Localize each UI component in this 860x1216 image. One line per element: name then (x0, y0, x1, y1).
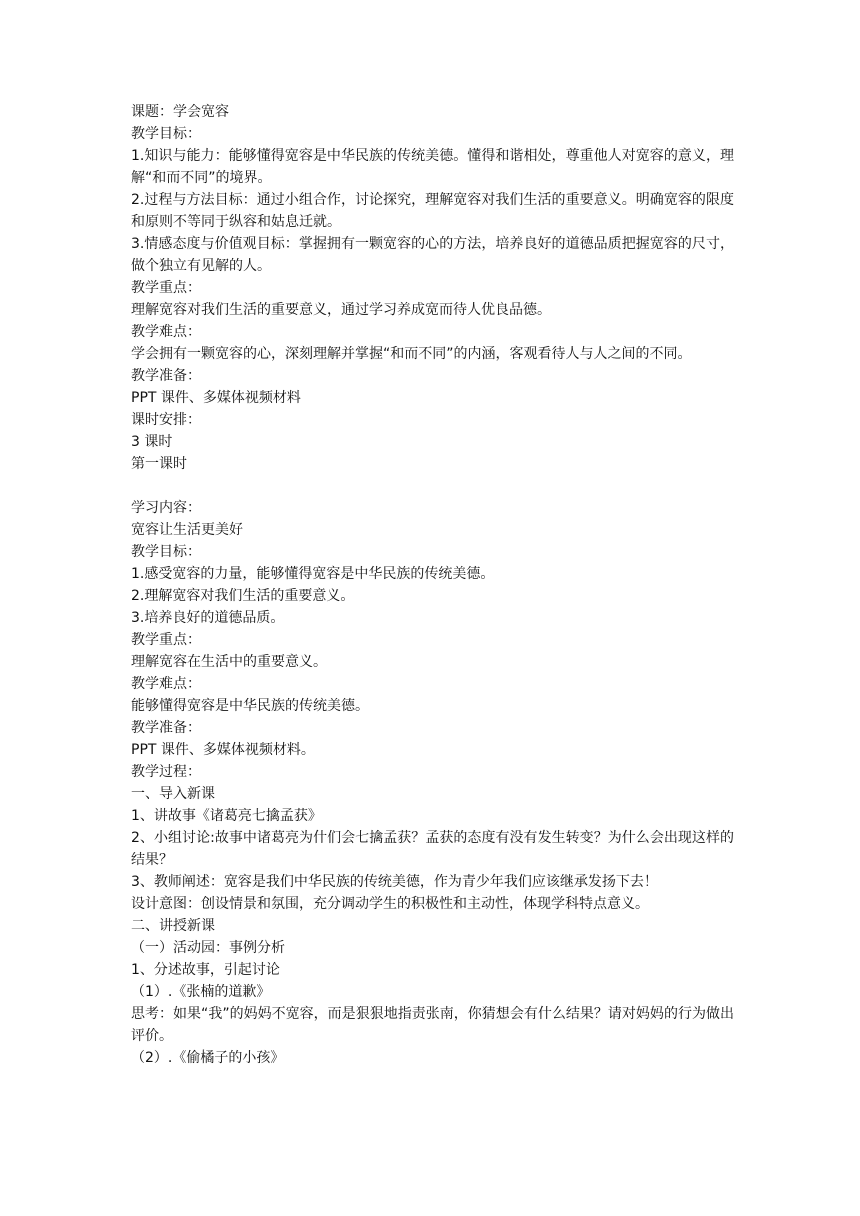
lesson-title: 课题：学会宽容 (131, 104, 229, 120)
process-step-1: 1、讲故事《诸葛亮七擒孟获》 (131, 808, 322, 824)
activity-step-1: 1、分述故事，引起讨论 (131, 962, 280, 978)
design-intent: 设计意图：创设情景和氛围，充分调动学生的积极性和主动性，体现学科特点意义。 (131, 896, 649, 912)
process-part-one: 一、导入新课 (131, 786, 215, 802)
lesson-one-heading: 第一课时 (131, 456, 187, 472)
story-1-title: （1）.《张楠的道歉》 (131, 984, 271, 1000)
activity-heading: （一）活动园：事例分析 (131, 940, 285, 956)
learning-content-text: 宽容让生活更美好 (131, 522, 243, 538)
section-heading-key-points-2: 教学重点： (131, 632, 201, 648)
section-heading-difficulties-2: 教学难点： (131, 676, 201, 692)
section-heading-key-points: 教学重点： (131, 280, 201, 296)
blank-line (131, 475, 734, 497)
goal-emotion-values: 3.情感态度与价值观目标：掌握拥有一颗宽容的心的方法，培养良好的道德品质把握宽容的尺寸，做个独立有见解的人。 (131, 236, 734, 274)
process-step-2: 2、小组讨论:故事中诸葛亮为什们会七擒孟获？孟获的态度有没有发生转变？为什么会出现这样的结果？ (131, 830, 734, 868)
section-heading-schedule: 课时安排： (131, 412, 201, 428)
process-step-3: 3、教师阐述：宽容是我们中华民族的传统美德，作为青少年我们应该继承发扬下去！ (131, 874, 658, 890)
section-heading-preparation: 教学准备： (131, 368, 201, 384)
key-points-text: 理解宽容对我们生活的重要意义，通过学习养成宽而待人优良品德。 (131, 302, 551, 318)
key-points-text-2: 理解宽容在生活中的重要意义。 (131, 654, 327, 670)
goal-item-2: 2.理解宽容对我们生活的重要意义。 (131, 588, 355, 604)
goal-process-method: 2.过程与方法目标：通过小组合作，讨论探究，理解宽容对我们生活的重要意义。明确宽容的限度和原则不等同于纵容和姑息迁就。 (131, 192, 734, 230)
section-heading-process: 教学过程： (131, 764, 201, 780)
schedule-text: 3 课时 (131, 434, 173, 450)
difficulties-text-2: 能够懂得宽容是中华民族的传统美德。 (131, 698, 369, 714)
preparation-text-2: PPT 课件、多媒体视频材料。 (131, 742, 315, 758)
story-2-title: （2）.《偷橘子的小孩》 (131, 1050, 285, 1066)
goal-knowledge-ability: 1.知识与能力：能够懂得宽容是中华民族的传统美德。懂得和谐相处，尊重他人对宽容的意义，理解“和而不同”的境界。 (131, 148, 734, 186)
goal-item-3: 3.培养良好的道德品质。 (131, 610, 285, 626)
story-1-question: 思考：如果“我”的妈妈不宽容，而是狠狠地指责张南，你猜想会有什么结果？请对妈妈的行为做出评价。 (131, 1006, 734, 1044)
goal-item-1: 1.感受宽容的力量，能够懂得宽容是中华民族的传统美德。 (131, 566, 495, 582)
preparation-text: PPT 课件、多媒体视频材料 (131, 390, 301, 406)
section-heading-teaching-goals: 教学目标： (131, 126, 201, 142)
section-heading-difficulties: 教学难点： (131, 324, 201, 340)
section-heading-teaching-goals-2: 教学目标： (131, 544, 201, 560)
section-heading-learning-content: 学习内容： (131, 500, 201, 516)
difficulties-text: 学会拥有一颗宽容的心，深刻理解并掌握“和而不同”的内涵，客观看待人与人之间的不同。 (131, 346, 692, 362)
section-heading-preparation-2: 教学准备： (131, 720, 201, 736)
process-part-two: 二、讲授新课 (131, 918, 215, 934)
document-page (131, 101, 734, 1069)
